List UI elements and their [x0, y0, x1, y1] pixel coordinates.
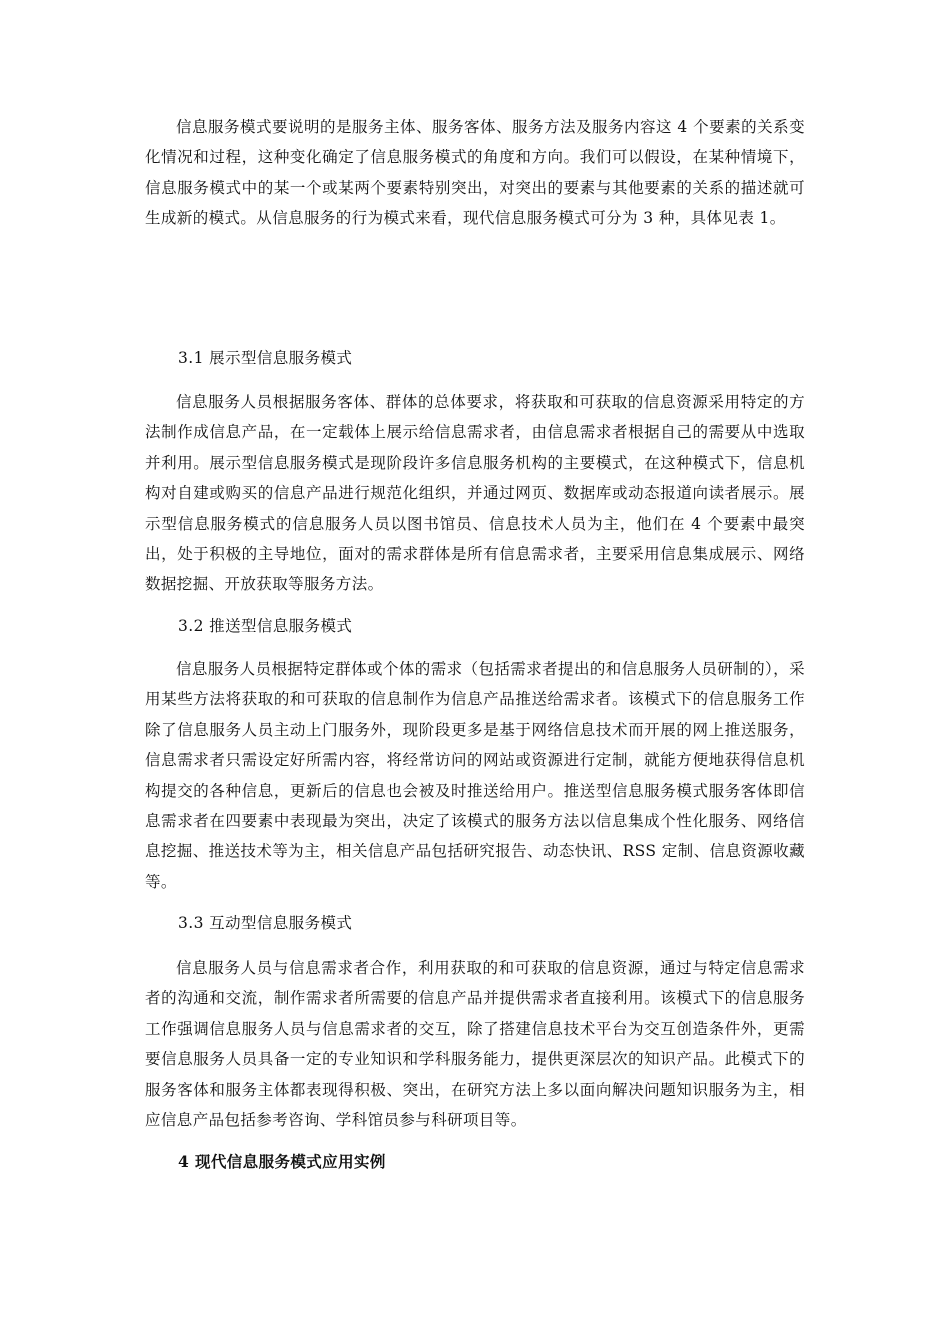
- intro-paragraph: 信息服务模式要说明的是服务主体、服务客体、服务方法及服务内容这 4 个要素的关系变化情况和过程，这种变化确定了信息服务模式的角度和方向。我们可以假设，在某种情境下，信息服务模式中的某一个或某两个要素特别突出，对突出的要素与其他要素的关系的描述就可生成新的模式。从信息服务的行为模式来看，现代信息服务模式可分为 3 种，具体见表 1。: [145, 118, 805, 228]
- section-body-3-3: 信息服务人员与信息需求者合作，利用获取的和可获取的信息资源，通过与特定信息需求者的沟通和交流，制作需求者所需要的信息产品并提供需求者直接利用。该模式下的信息服务工作强调信息服务人员与信息需求者的交互，除了搭建信息技术平台为交互创造条件外，更需要信息服务人员具备一定的专业知识和学科服务能力，提供更深层次的知识产品。此模式下的服务客体和服务主体都表现得积极、突出，在研究方法上多以面向解决问题知识服务为主，相应信息产品包括参考咨询、学科馆员参与科研项目等。: [145, 959, 805, 1130]
- section-heading-3-1: 3.1 展示型信息服务模式: [178, 349, 353, 367]
- section-body-3-1: 信息服务人员根据服务客体、群体的总体要求，将获取和可获取的信息资源采用特定的方法制作成信息产品，在一定载体上展示给信息需求者，由信息需求者根据自己的需要从中选取并利用。展示型信息服务模式是现阶段许多信息服务机构的主要模式，在这种模式下，信息机构对自建或购买的信息产品进行规范化组织，并通过网页、数据库或动态报道向读者展示。展示型信息服务模式的信息服务人员以图书馆员、信息技术人员为主，他们在 4 个要素中最突出，处于积极的主导地位，面对的需求群体是所有信息需求者，主要采用信息集成展示、网络数据挖掘、开放获取等服务方法。: [145, 393, 805, 594]
- section-heading-4: 4 现代信息服务模式应用实例: [178, 1152, 386, 1171]
- section-heading-3-2: 3.2 推送型信息服务模式: [178, 617, 353, 635]
- section-heading-3-3: 3.3 互动型信息服务模式: [178, 914, 353, 932]
- section-body-3-2: 信息服务人员根据特定群体或个体的需求（包括需求者提出的和信息服务人员研制的），采用某些方法将获取的和可获取的信息制作为信息产品推送给需求者。该模式下的信息服务工作除了信息服务人员主动上门服务外，现阶段更多是基于网络信息技术而开展的网上推送服务，信息需求者只需设定好所需内容，将经常访问的网站或资源进行定制，就能方便地获得信息机构提交的各种信息，更新后的信息也会被及时推送给用户。推送型信息服务模式服务客体即信息需求者在四要素中表现最为突出，决定了该模式的服务方法以信息集成个性化服务、网络信息挖掘、推送技术等为主，相关信息产品包括研究报告、动态快讯、RSS 定制、信息资源收藏等。: [145, 660, 805, 891]
